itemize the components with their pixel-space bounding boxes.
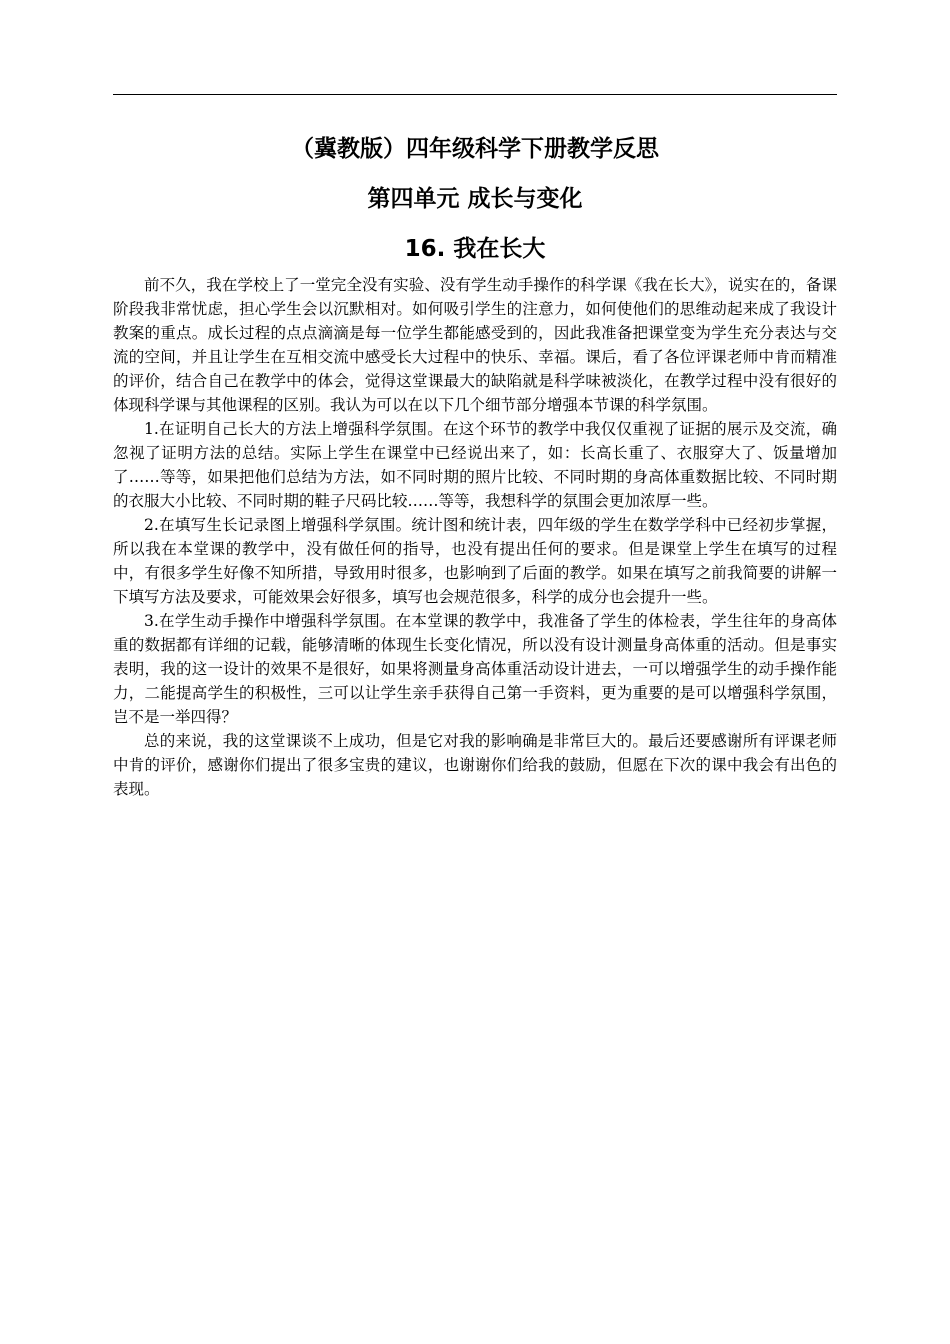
unit-heading: 第四单元 成长与变化 [367,186,583,212]
lesson-heading: 16. 我在长大 [404,236,546,262]
body-text [113,273,837,801]
document-title: （冀教版）四年级科学下册教学反思 [291,136,659,162]
paragraph-conclusion: 总的来说，我的这堂课谈不上成功，但是它对我的影响确是非常巨大的。最后还要感谢所有评课老师中肯的评价，感谢你们提出了很多宝贵的建议，也谢谢你们给我的鼓励，但愿在下次的课中我会有出色的表现。 [113,732,837,798]
paragraph-point-1: 1.在证明自己长大的方法上增强科学氛围。在这个环节的教学中我仅仅重视了证据的展示及交流，确忽视了证明方法的总结。实际上学生在课堂中已经说出来了，如：长高长重了、衣服穿大了、饭量增加了……等等，如果把他们总结为方法，如不同时期的照片比较、不同时期的身高体重数据比较、不同时期的衣服大小比较、不同时期的鞋子尺码比较……等等，我想科学的氛围会更加浓厚一些。 [113,420,837,510]
header-rule [113,94,837,95]
paragraph-point-2: 2.在填写生长记录图上增强科学氛围。统计图和统计表，四年级的学生在数学学科中已经初步掌握，所以我在本堂课的教学中，没有做任何的指导，也没有提出任何的要求。但是课堂上学生在填写的过程中，有很多学生好像不知所措，导致用时很多，也影响到了后面的教学。如果在填写之前我简要的讲解一下填写方法及要求，可能效果会好很多，填写也会规范很多，科学的成分也会提升一些。 [113,516,837,606]
paragraph-point-3: 3.在学生动手操作中增强科学氛围。在本堂课的教学中，我准备了学生的体检表，学生往年的身高体重的数据都有详细的记载，能够清晰的体现生长变化情况，所以没有设计测量身高体重的活动。但是事实表明，我的这一设计的效果不是很好，如果将测量身高体重活动设计进去，一可以增强学生的动手操作能力，二能提高学生的积极性，三可以让学生亲手获得自己第一手资料，更为重要的是可以增强科学氛围，岂不是一举四得？ [113,612,837,726]
paragraph-intro: 前不久，我在学校上了一堂完全没有实验、没有学生动手操作的科学课《我在长大》，说实在的，备课阶段我非常忧虑，担心学生会以沉默相对。如何吸引学生的注意力，如何使他们的思维动起来成了我设计教案的重点。成长过程的点点滴滴是每一位学生都能感受到的，因此我准备把课堂变为学生充分表达与交流的空间，并且让学生在互相交流中感受长大过程中的快乐、幸福。课后，看了各位评课老师中肯而精准的评价，结合自己在教学中的体会，觉得这堂课最大的缺陷就是科学味被淡化，在教学过程中没有很好的体现科学课与其他课程的区别。我认为可以在以下几个细节部分增强本节课的科学氛围。 [113,276,837,414]
